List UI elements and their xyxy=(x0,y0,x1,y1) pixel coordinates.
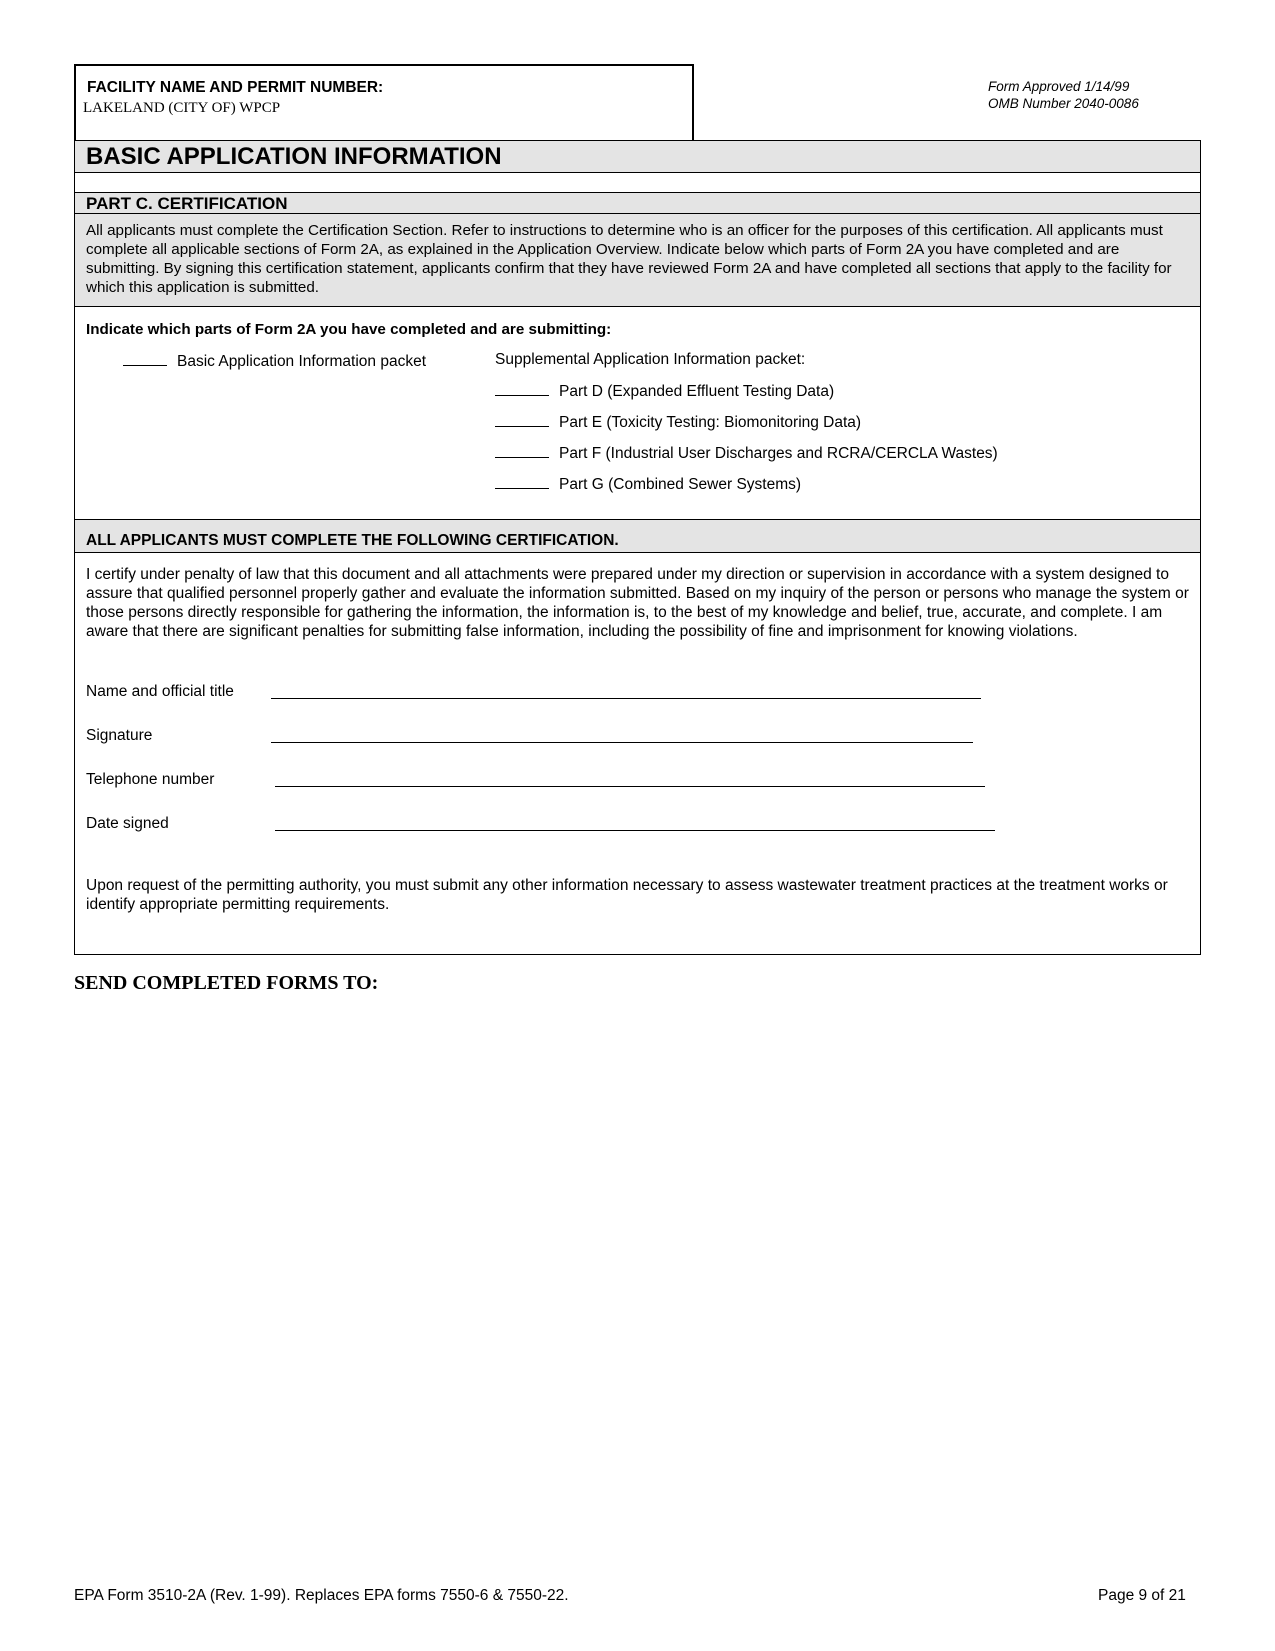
option-part-e xyxy=(495,412,861,432)
section-title-band xyxy=(75,141,1200,173)
signature-label: Signature xyxy=(86,727,153,744)
date-signed-label: Date signed xyxy=(86,815,169,832)
facility-value: LAKELAND (CITY OF) WPCP xyxy=(83,100,281,116)
part-e-blank[interactable] xyxy=(495,412,549,427)
certification-form xyxy=(74,140,1201,955)
certification-heading: ALL APPLICANTS MUST COMPLETE THE FOLLOWING CERTIFICATION. xyxy=(86,532,619,549)
certification-heading-band xyxy=(75,519,1200,553)
certification-statement: I certify under penalty of law that this document and all attachments were prepared under my direction or supervision in accordance with a system designed to assure that qualified personnel properly gather and evaluate the information submitted. Based on my inquiry of the person or persons who manage the system or those persons directly responsible for gathering the information, the information is, to the best of my knowledge and belief, true, accurate, and complete. I am aware that there are significant penalties for submitting false information, including the possibility of fine and imprisonment for knowing violations. xyxy=(86,566,1189,640)
basic-packet-label: Basic Application Information packet xyxy=(177,353,426,370)
part-title: PART C. CERTIFICATION xyxy=(86,194,288,213)
basic-packet-blank[interactable] xyxy=(123,351,167,366)
name-title-line[interactable] xyxy=(271,697,981,699)
facility-box xyxy=(74,64,694,141)
part-d-label: Part D (Expanded Effluent Testing Data) xyxy=(559,383,835,400)
form-approved-date: Form Approved 1/14/99 xyxy=(988,79,1130,94)
part-f-blank[interactable] xyxy=(495,443,549,458)
option-part-g xyxy=(495,474,801,494)
intro-text: All applicants must complete the Certification Section. Refer to instructions to determine who is an officer for the purposes of this certification. All applicants must complete all applicable sections of Form 2A, as explained in the Application Overview. Indicate below which parts of Form 2A you have completed and are submitting. By signing this certification statement, applicants confirm that they have reviewed Form 2A and have completed all sections that apply to the facility for which this application is submitted. xyxy=(86,222,1172,296)
omb-number: OMB Number 2040-0086 xyxy=(988,96,1139,111)
part-title-band xyxy=(75,192,1200,214)
signature-line[interactable] xyxy=(271,741,973,743)
send-forms-heading: SEND COMPLETED FORMS TO: xyxy=(74,972,379,994)
upon-request-text: Upon request of the permitting authority, you must submit any other information necessary to assess wastewater treatment practices at the treatment works or identify appropriate permitting requirements. xyxy=(86,877,1168,913)
part-g-label: Part G (Combined Sewer Systems) xyxy=(559,476,802,493)
supplemental-heading: Supplemental Application Information packet: xyxy=(495,351,806,368)
footer-form-id: EPA Form 3510-2A (Rev. 1-99). Replaces EPA forms 7550-6 & 7550-22. xyxy=(74,1587,569,1604)
facility-label: FACILITY NAME AND PERMIT NUMBER: xyxy=(87,79,384,96)
part-f-label: Part F (Industrial User Discharges and RCRA/CERCLA Wastes) xyxy=(559,445,998,462)
telephone-label: Telephone number xyxy=(86,771,215,788)
part-d-blank[interactable] xyxy=(495,381,549,396)
form-approval-info xyxy=(988,78,1139,112)
date-signed-line[interactable] xyxy=(275,829,995,831)
parts-heading: Indicate which parts of Form 2A you have completed and are submitting: xyxy=(86,321,612,338)
name-title-label: Name and official title xyxy=(86,683,234,700)
footer-page-number: Page 9 of 21 xyxy=(1098,1587,1186,1604)
option-part-d xyxy=(495,381,834,401)
telephone-line[interactable] xyxy=(275,785,985,787)
part-g-blank[interactable] xyxy=(495,474,549,489)
option-basic-packet xyxy=(123,351,426,371)
section-title: BASIC APPLICATION INFORMATION xyxy=(86,143,502,170)
option-part-f xyxy=(495,443,998,463)
part-e-label: Part E (Toxicity Testing: Biomonitoring Data) xyxy=(559,414,862,431)
